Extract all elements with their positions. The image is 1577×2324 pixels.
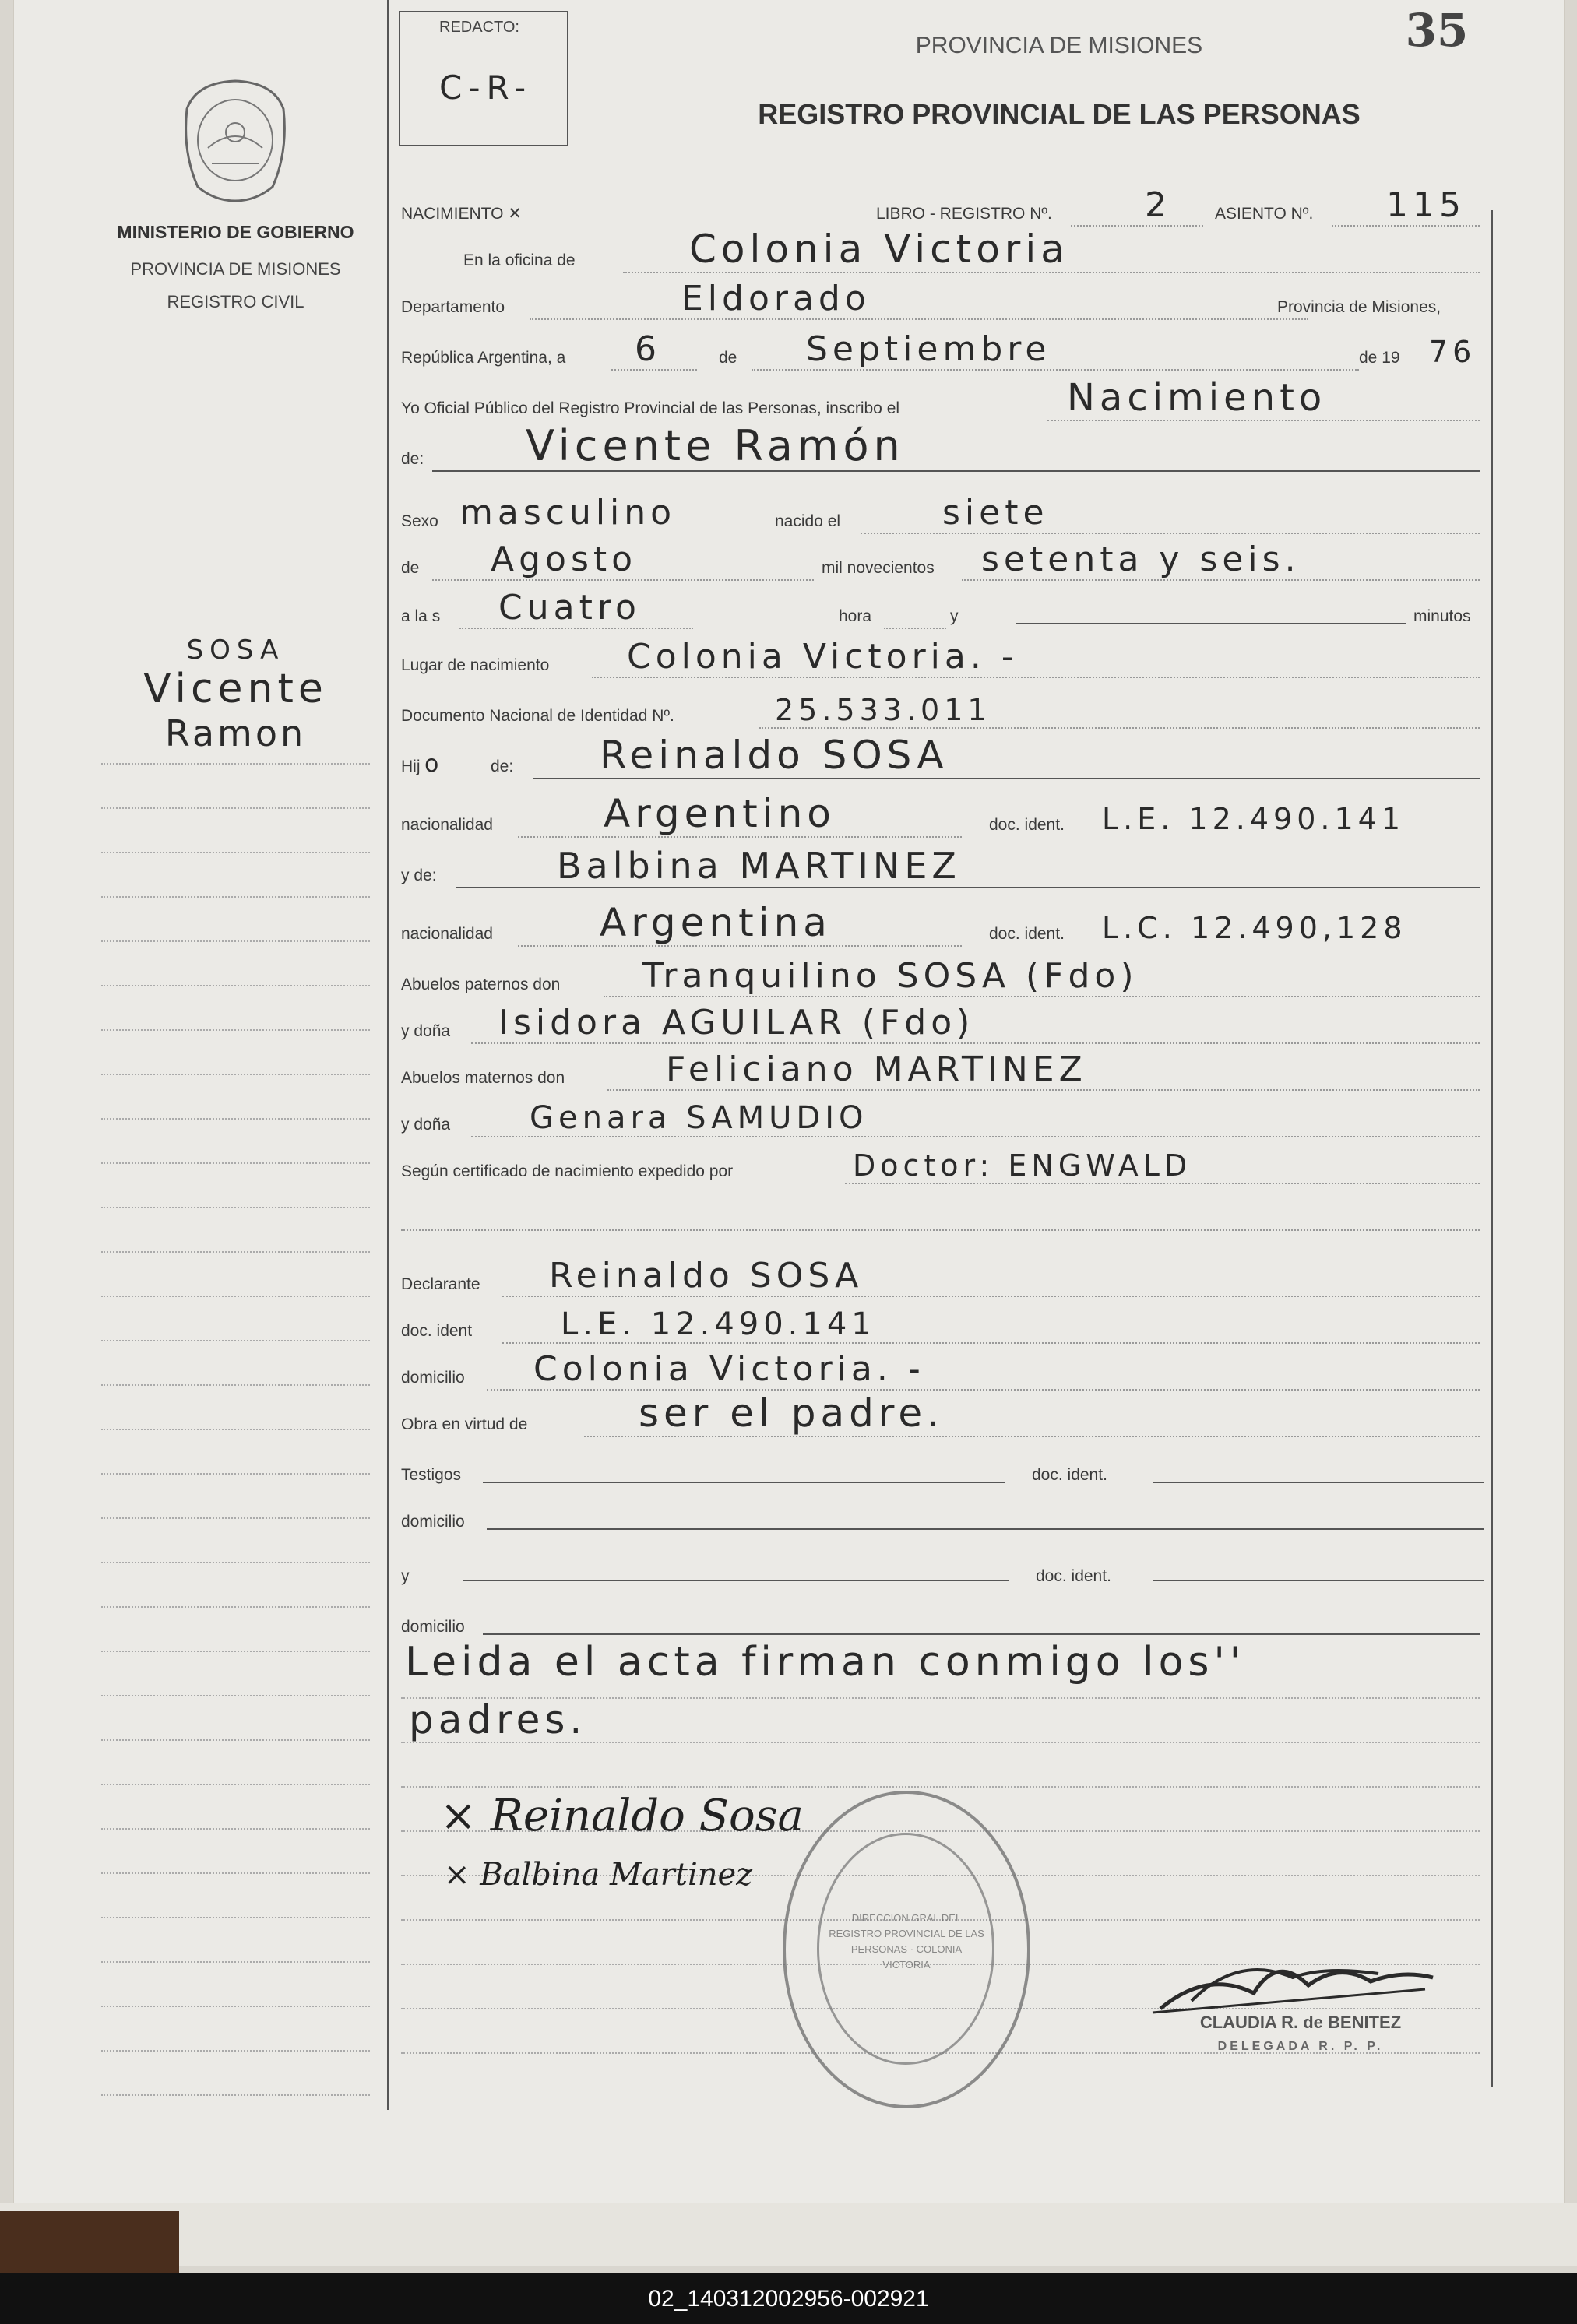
declarante-doc: L.E. 12.490.141 (561, 1306, 876, 1342)
asiento-label: ASIENTO Nº. (1215, 205, 1314, 223)
mother-nat-dots (518, 945, 962, 947)
mil-label: mil novecientos (822, 559, 935, 577)
redacto-box (399, 11, 568, 146)
father-doc: L.E. 12.490.141 (1102, 802, 1405, 836)
registry-title: REGISTRO PROVINCIAL DE LAS PERSONAS (758, 98, 1361, 130)
lugar-value: Colonia Victoria. - (627, 637, 1019, 677)
official-signature-scribble (1145, 1939, 1441, 2024)
testigos-doc-line (1153, 1482, 1484, 1483)
dni-label: Documento Nacional de Identidad Nº. (401, 707, 674, 725)
mother-name-line (456, 887, 1480, 888)
margin-ruled-line (101, 763, 370, 765)
redacto-label: REDACTO: (439, 19, 519, 36)
dni-value: 25.533.011 (775, 693, 991, 727)
left-border-line (387, 0, 389, 2110)
margin-ruled-line (101, 1562, 370, 1563)
nacido-dots (861, 533, 1480, 534)
father-name-line (533, 778, 1480, 779)
sexo-value: masculino (459, 493, 677, 533)
declarante-value: Reinaldo SOSA (549, 1256, 864, 1296)
oficina-label: En la oficina de (463, 251, 576, 269)
y2-label: y (401, 1567, 410, 1585)
hora-dots (459, 628, 693, 629)
margin-ruled-line (101, 1517, 370, 1519)
cert-dots (845, 1183, 1480, 1184)
image-id-bar (0, 2273, 1577, 2324)
departamento-label: Departamento (401, 298, 505, 316)
page-edge (0, 2203, 1577, 2266)
de-label: de (719, 349, 737, 367)
testigo2-doc-line (1153, 1580, 1484, 1581)
margin-ruled-line (101, 985, 370, 986)
declarante-doc-dots (502, 1342, 1480, 1344)
day-dots (611, 369, 697, 371)
asiento-dots (1332, 225, 1480, 227)
lugar-dots (592, 677, 1480, 678)
ab-pat-value: Tranquilino SOSA (Fdo) (642, 956, 1139, 996)
official-title: DELEGADA R. P. P. (1217, 2040, 1384, 2053)
alas-label: a la s (401, 607, 441, 625)
minutos-line (1016, 623, 1406, 624)
ab-mat-dona-dots (471, 1136, 1480, 1137)
margin-ruled-line (101, 1784, 370, 1785)
declarante-dots (502, 1296, 1480, 1297)
domicilio2-label: domicilio (401, 1513, 465, 1531)
docident-label-1: doc. ident. (989, 816, 1065, 834)
hijo-suffix: o (424, 751, 444, 778)
margin-ruled-line (101, 1340, 370, 1341)
margin-ruled-line (101, 1029, 370, 1031)
body-ruled-line (401, 1697, 1480, 1699)
right-border-line (1491, 210, 1493, 2087)
month-value: Septiembre (806, 329, 1051, 369)
day-value: 6 (635, 329, 661, 369)
margin-ruled-line (101, 940, 370, 942)
nacido-label: nacido el (775, 512, 841, 530)
ab-mat-dona: Genara SAMUDIO (530, 1100, 868, 1136)
y-label: y (950, 607, 959, 625)
year-value: 76 (1429, 335, 1477, 369)
year-label: de 19 (1359, 349, 1400, 367)
signature-father: × Reinaldo Sosa (440, 1791, 804, 1841)
lugar-label: Lugar de nacimiento (401, 656, 550, 674)
hora2-dots (884, 628, 946, 629)
official-name: CLAUDIA R. de BENITEZ (1199, 2013, 1402, 2032)
ydona-label-1: y doña (401, 1022, 451, 1040)
declarante-label: Declarante (401, 1275, 480, 1293)
de3-label: de (401, 559, 420, 577)
docident2-label: doc. ident (401, 1322, 473, 1340)
domicilio-value: Colonia Victoria. - (533, 1349, 925, 1389)
anio-dots (962, 579, 1480, 581)
body-ruled-line (401, 1742, 1480, 1743)
mes-nac-dots (432, 579, 814, 581)
ministry-title: MINISTERIO DE GOBIERNO (117, 222, 354, 242)
docident-label-2: doc. ident. (989, 925, 1065, 943)
oficina-value: Colonia Victoria (689, 227, 1069, 272)
image-id: 02_140312002956-002921 (648, 2286, 929, 2312)
margin-ruled-line (101, 2094, 370, 2096)
margin-ruled-line (101, 2006, 370, 2007)
libro-value: 2 (1145, 185, 1171, 225)
oficial-value: Nacimiento (1067, 376, 1327, 420)
redacto-value: C-R- (439, 69, 533, 107)
obra-dots (584, 1436, 1480, 1437)
mes-nac-value: Agosto (491, 540, 638, 579)
cert-value: Doctor: ENGWALD (853, 1148, 1192, 1183)
domicilio3-line (483, 1633, 1480, 1635)
ministry-registro: REGISTRO CIVIL (167, 292, 304, 311)
father-nat: Argentino (604, 791, 836, 836)
testigos-label: Testigos (401, 1466, 462, 1484)
obra-label: Obra en virtud de (401, 1415, 528, 1433)
province-title: PROVINCIA DE MISIONES (915, 33, 1203, 58)
margin-ruled-line (101, 1739, 370, 1741)
hijo-label: Hij (401, 758, 421, 775)
margin-ruled-line (101, 2050, 370, 2052)
margin-ruled-line (101, 1917, 370, 1918)
cert-label: Según certificado de nacimiento expedido por (401, 1162, 734, 1180)
signature-mother: × Balbina Martinez (444, 1857, 753, 1893)
child-name: Vicente Ramón (526, 421, 905, 470)
docident4-label: doc. ident. (1036, 1567, 1111, 1585)
nacido-value: siete (942, 493, 1049, 533)
margin-ruled-line (101, 896, 370, 898)
closing-line-2: padres. (409, 1697, 587, 1742)
nacionalidad-label-1: nacionalidad (401, 816, 493, 834)
asiento-value: 115 (1386, 185, 1466, 225)
nacionalidad-label-2: nacionalidad (401, 925, 493, 943)
ydona-label-2: y doña (401, 1116, 451, 1134)
margin-ruled-line (101, 852, 370, 853)
child-name-line (432, 470, 1480, 472)
ab-mat-value: Feliciano MARTINEZ (666, 1049, 1087, 1089)
libro-label: LIBRO - REGISTRO Nº. (876, 205, 1052, 223)
testigos-line (483, 1482, 1005, 1483)
month-dots (752, 369, 1359, 371)
yde-label: y de: (401, 867, 437, 884)
ab-pat-label: Abuelos paternos don (401, 976, 561, 993)
de4-label: de: (491, 758, 514, 775)
sexo-label: Sexo (401, 512, 438, 530)
de2-label: de: (401, 450, 424, 468)
docident3-label: doc. ident. (1032, 1466, 1107, 1484)
hora-label: hora (839, 607, 872, 625)
ab-mat-dots (607, 1089, 1480, 1091)
obra-value: ser el padre. (639, 1391, 945, 1436)
nacimiento-label: NACIMIENTO ✕ (401, 205, 522, 223)
cert-extra-dots (401, 1229, 1480, 1231)
domicilio3-label: domicilio (401, 1618, 465, 1636)
anio-value: setenta y seis. (981, 540, 1301, 579)
binding-shadow (0, 2211, 179, 2273)
margin-ruled-line (101, 1828, 370, 1830)
mother-name: Balbina MARTINEZ (557, 845, 961, 887)
oficina-dots (623, 272, 1480, 273)
father-name: Reinaldo SOSA (600, 733, 949, 778)
provincia-label: Provincia de Misiones, (1277, 298, 1441, 316)
body-ruled-line (401, 1786, 1480, 1788)
margin-ruled-line (101, 1606, 370, 1608)
ab-pat-dots (604, 996, 1480, 997)
ab-pat-dona: Isidora AGUILAR (Fdo) (498, 1003, 975, 1042)
ab-mat-label: Abuelos maternos don (401, 1069, 565, 1087)
hora-value: Cuatro (498, 588, 641, 628)
departamento-value: Eldorado (681, 279, 871, 318)
margin-ruled-line (101, 1429, 370, 1430)
margin-name-1: Vicente (143, 666, 328, 712)
republica-label: República Argentina, a (401, 349, 566, 367)
margin-ruled-line (101, 1961, 370, 1963)
margin-ruled-line (101, 1473, 370, 1475)
margin-surname: SOSA (186, 635, 285, 666)
departamento-dots (530, 318, 1308, 320)
margin-ruled-line (101, 1296, 370, 1297)
margin-ruled-line (101, 807, 370, 809)
margin-ruled-line (101, 1384, 370, 1386)
ministry-seal (181, 78, 290, 202)
margin-ruled-line (101, 1695, 370, 1696)
margin-ruled-line (101, 1162, 370, 1164)
official-stamp (783, 1791, 1030, 2108)
libro-dots (1071, 225, 1203, 227)
page-number: 35 (1405, 4, 1469, 57)
margin-ruled-line (101, 1651, 370, 1652)
closing-line-1: Leida el acta firman conmigo los'' (405, 1639, 1246, 1686)
oficial-dots (1047, 420, 1480, 421)
ministry-province: PROVINCIA DE MISIONES (130, 259, 341, 279)
margin-name-2: Ramon (164, 712, 307, 754)
oficial-label: Yo Oficial Público del Registro Provincial de las Personas, inscribo el (401, 399, 900, 417)
margin-ruled-line (101, 1118, 370, 1120)
stamp-text: DIRECCION GRAL DEL REGISTRO PROVINCIAL DE LAS PERSONAS · COLONIA VICTORIA (829, 1912, 984, 1971)
ab-pat-dona-dots (471, 1042, 1480, 1044)
margin-ruled-line (101, 1074, 370, 1075)
father-nat-dots (518, 836, 962, 838)
testigo2-line (463, 1580, 1009, 1581)
domicilio-label: domicilio (401, 1369, 465, 1387)
minutos-label: minutos (1413, 607, 1471, 625)
margin-ruled-line (101, 1251, 370, 1253)
margin-ruled-line (101, 1872, 370, 1874)
domicilio2-line (487, 1528, 1484, 1530)
domicilio-dots (487, 1389, 1480, 1391)
mother-nat: Argentina (600, 900, 832, 945)
mother-doc: L.C. 12.490,128 (1102, 911, 1407, 945)
margin-ruled-line (101, 1207, 370, 1208)
dni-dots (759, 727, 1480, 729)
